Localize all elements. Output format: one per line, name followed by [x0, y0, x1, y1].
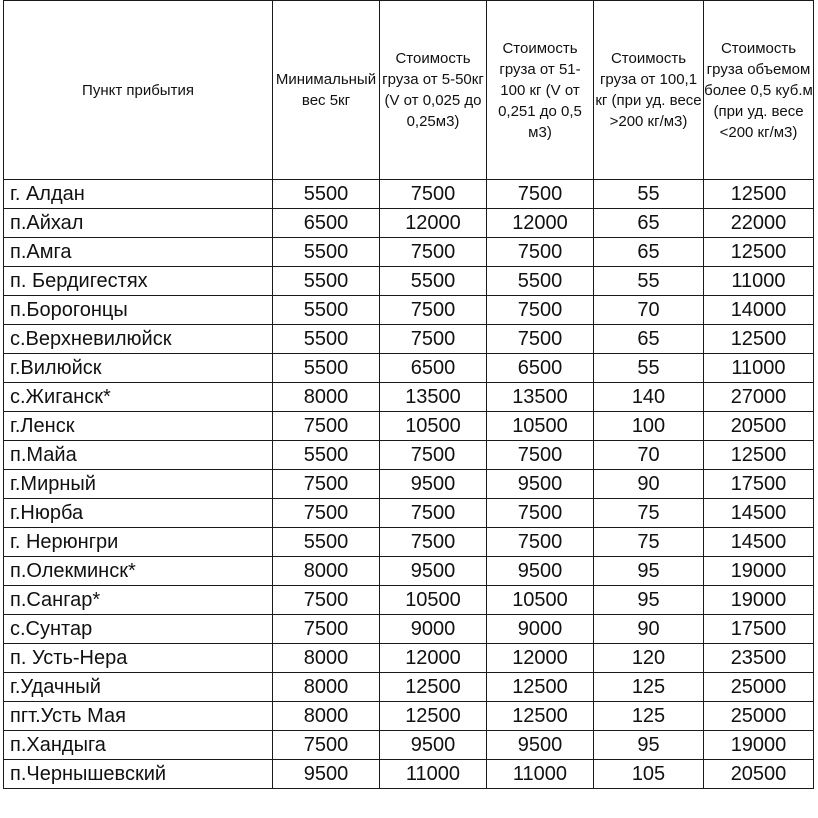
table-row: [4, 615, 814, 644]
cost-over-100kg-cell: 75: [594, 499, 704, 528]
cost-5-50kg-cell: 9500: [380, 731, 487, 760]
table-row: [4, 731, 814, 760]
cost-5-50kg-cell: 7500: [380, 325, 487, 354]
min-weight-cell: 5500: [273, 441, 380, 470]
cost-over-100kg-cell: 125: [594, 702, 704, 731]
header-row: [4, 1, 814, 180]
cost-volume-cell: 19000: [704, 731, 814, 760]
cost-5-50kg-cell: 11000: [380, 760, 487, 789]
min-weight-cell: 5500: [273, 528, 380, 557]
destination-cell: с.Сунтар: [4, 615, 273, 644]
destination-cell: п.Олекминск*: [4, 557, 273, 586]
destination-cell: п. Бердигестях: [4, 267, 273, 296]
table-row: [4, 209, 814, 238]
cost-over-100kg-cell: 65: [594, 238, 704, 267]
cost-volume-cell: 17500: [704, 615, 814, 644]
min-weight-cell: 6500: [273, 209, 380, 238]
min-weight-cell: 5500: [273, 180, 380, 209]
cost-51-100kg-cell: 10500: [487, 412, 594, 441]
destination-cell: п.Чернышевский: [4, 760, 273, 789]
table-row: [4, 180, 814, 209]
table-row: [4, 528, 814, 557]
destination-cell: п.Хандыга: [4, 731, 273, 760]
table-header: [4, 1, 814, 180]
cost-5-50kg-cell: 7500: [380, 180, 487, 209]
header-min-weight: Минимальный вес 5кг: [273, 1, 380, 180]
cost-volume-cell: 12500: [704, 180, 814, 209]
cost-over-100kg-cell: 90: [594, 615, 704, 644]
cost-volume-cell: 11000: [704, 267, 814, 296]
min-weight-cell: 5500: [273, 325, 380, 354]
cost-over-100kg-cell: 125: [594, 673, 704, 702]
cost-5-50kg-cell: 7500: [380, 296, 487, 325]
table-row: [4, 238, 814, 267]
cost-5-50kg-cell: 5500: [380, 267, 487, 296]
cost-5-50kg-cell: 12500: [380, 702, 487, 731]
destination-cell: г.Ленск: [4, 412, 273, 441]
cost-over-100kg-cell: 65: [594, 209, 704, 238]
cost-5-50kg-cell: 6500: [380, 354, 487, 383]
cost-51-100kg-cell: 7500: [487, 238, 594, 267]
cost-volume-cell: 19000: [704, 586, 814, 615]
cost-over-100kg-cell: 120: [594, 644, 704, 673]
cost-5-50kg-cell: 12000: [380, 644, 487, 673]
cost-51-100kg-cell: 7500: [487, 180, 594, 209]
cost-over-100kg-cell: 55: [594, 180, 704, 209]
header-cost-volume: Стоимость груза объемом более 0,5 куб.м (при уд. весе <200 кг/м3): [704, 1, 814, 180]
cost-volume-cell: 19000: [704, 557, 814, 586]
cost-volume-cell: 20500: [704, 760, 814, 789]
cost-51-100kg-cell: 7500: [487, 528, 594, 557]
cost-5-50kg-cell: 10500: [380, 586, 487, 615]
cost-volume-cell: 25000: [704, 702, 814, 731]
cost-volume-cell: 12500: [704, 238, 814, 267]
cost-volume-cell: 25000: [704, 673, 814, 702]
destination-cell: г. Нерюнгри: [4, 528, 273, 557]
cost-51-100kg-cell: 5500: [487, 267, 594, 296]
destination-cell: г.Нюрба: [4, 499, 273, 528]
destination-cell: п.Айхал: [4, 209, 273, 238]
cost-5-50kg-cell: 7500: [380, 441, 487, 470]
destination-cell: п.Борогонцы: [4, 296, 273, 325]
min-weight-cell: 7500: [273, 586, 380, 615]
cost-over-100kg-cell: 90: [594, 470, 704, 499]
cost-5-50kg-cell: 12000: [380, 209, 487, 238]
cost-over-100kg-cell: 55: [594, 354, 704, 383]
cost-51-100kg-cell: 9500: [487, 557, 594, 586]
cost-5-50kg-cell: 7500: [380, 238, 487, 267]
freight-rates-table: [3, 0, 814, 789]
destination-cell: г.Вилюйск: [4, 354, 273, 383]
min-weight-cell: 8000: [273, 557, 380, 586]
table-row: [4, 412, 814, 441]
table-row: [4, 383, 814, 412]
cost-over-100kg-cell: 95: [594, 557, 704, 586]
cost-51-100kg-cell: 9500: [487, 731, 594, 760]
cost-5-50kg-cell: 9500: [380, 557, 487, 586]
min-weight-cell: 7500: [273, 499, 380, 528]
min-weight-cell: 8000: [273, 673, 380, 702]
min-weight-cell: 7500: [273, 731, 380, 760]
cost-volume-cell: 12500: [704, 441, 814, 470]
table-row: [4, 586, 814, 615]
min-weight-cell: 5500: [273, 296, 380, 325]
header-cost-over-100kg: Стоимость груза от 100,1 кг (при уд. весе >200 кг/м3): [594, 1, 704, 180]
cost-51-100kg-cell: 12000: [487, 209, 594, 238]
table-row: [4, 296, 814, 325]
cost-over-100kg-cell: 95: [594, 731, 704, 760]
destination-cell: с.Верхневилюйск: [4, 325, 273, 354]
cost-5-50kg-cell: 12500: [380, 673, 487, 702]
table-row: [4, 354, 814, 383]
header-cost-51-100kg: Стоимость груза от 51-100 кг (V от 0,251 до 0,5 м3): [487, 1, 594, 180]
cost-51-100kg-cell: 7500: [487, 499, 594, 528]
cost-51-100kg-cell: 6500: [487, 354, 594, 383]
destination-cell: пгт.Усть Мая: [4, 702, 273, 731]
min-weight-cell: 9500: [273, 760, 380, 789]
cost-5-50kg-cell: 7500: [380, 528, 487, 557]
cost-over-100kg-cell: 70: [594, 441, 704, 470]
cost-volume-cell: 27000: [704, 383, 814, 412]
cost-volume-cell: 12500: [704, 325, 814, 354]
destination-cell: п.Сангар*: [4, 586, 273, 615]
min-weight-cell: 7500: [273, 615, 380, 644]
cost-5-50kg-cell: 9000: [380, 615, 487, 644]
cost-volume-cell: 11000: [704, 354, 814, 383]
min-weight-cell: 8000: [273, 644, 380, 673]
min-weight-cell: 8000: [273, 702, 380, 731]
table-row: [4, 557, 814, 586]
header-cost-5-50kg: Стоимость груза от 5-50кг (V от 0,025 до 0,25м3): [380, 1, 487, 180]
cost-51-100kg-cell: 7500: [487, 325, 594, 354]
table-row: [4, 702, 814, 731]
cost-51-100kg-cell: 7500: [487, 441, 594, 470]
destination-cell: с.Жиганск*: [4, 383, 273, 412]
cost-5-50kg-cell: 9500: [380, 470, 487, 499]
cost-51-100kg-cell: 11000: [487, 760, 594, 789]
cost-over-100kg-cell: 140: [594, 383, 704, 412]
cost-51-100kg-cell: 7500: [487, 296, 594, 325]
cost-over-100kg-cell: 70: [594, 296, 704, 325]
cost-volume-cell: 14000: [704, 296, 814, 325]
cost-51-100kg-cell: 13500: [487, 383, 594, 412]
table-row: [4, 267, 814, 296]
cost-volume-cell: 17500: [704, 470, 814, 499]
cost-over-100kg-cell: 105: [594, 760, 704, 789]
cost-51-100kg-cell: 12500: [487, 702, 594, 731]
cost-5-50kg-cell: 13500: [380, 383, 487, 412]
cost-volume-cell: 14500: [704, 528, 814, 557]
cost-51-100kg-cell: 9500: [487, 470, 594, 499]
table-row: [4, 673, 814, 702]
cost-over-100kg-cell: 55: [594, 267, 704, 296]
cost-over-100kg-cell: 65: [594, 325, 704, 354]
cost-volume-cell: 20500: [704, 412, 814, 441]
min-weight-cell: 5500: [273, 238, 380, 267]
cost-5-50kg-cell: 10500: [380, 412, 487, 441]
min-weight-cell: 5500: [273, 267, 380, 296]
table-body: [4, 180, 814, 789]
table-row: [4, 644, 814, 673]
cost-volume-cell: 22000: [704, 209, 814, 238]
table-row: [4, 325, 814, 354]
destination-cell: г.Мирный: [4, 470, 273, 499]
destination-cell: г.Удачный: [4, 673, 273, 702]
cost-over-100kg-cell: 75: [594, 528, 704, 557]
destination-cell: г. Алдан: [4, 180, 273, 209]
min-weight-cell: 5500: [273, 354, 380, 383]
cost-51-100kg-cell: 12000: [487, 644, 594, 673]
destination-cell: п. Усть-Нера: [4, 644, 273, 673]
cost-51-100kg-cell: 12500: [487, 673, 594, 702]
destination-cell: п.Амга: [4, 238, 273, 267]
header-destination: Пункт прибытия: [4, 1, 273, 180]
table-row: [4, 441, 814, 470]
cost-volume-cell: 14500: [704, 499, 814, 528]
min-weight-cell: 7500: [273, 412, 380, 441]
cost-over-100kg-cell: 95: [594, 586, 704, 615]
destination-cell: п.Майа: [4, 441, 273, 470]
table-row: [4, 499, 814, 528]
table-row: [4, 760, 814, 789]
cost-volume-cell: 23500: [704, 644, 814, 673]
cost-51-100kg-cell: 9000: [487, 615, 594, 644]
min-weight-cell: 7500: [273, 470, 380, 499]
cost-51-100kg-cell: 10500: [487, 586, 594, 615]
table-row: [4, 470, 814, 499]
min-weight-cell: 8000: [273, 383, 380, 412]
cost-5-50kg-cell: 7500: [380, 499, 487, 528]
cost-over-100kg-cell: 100: [594, 412, 704, 441]
